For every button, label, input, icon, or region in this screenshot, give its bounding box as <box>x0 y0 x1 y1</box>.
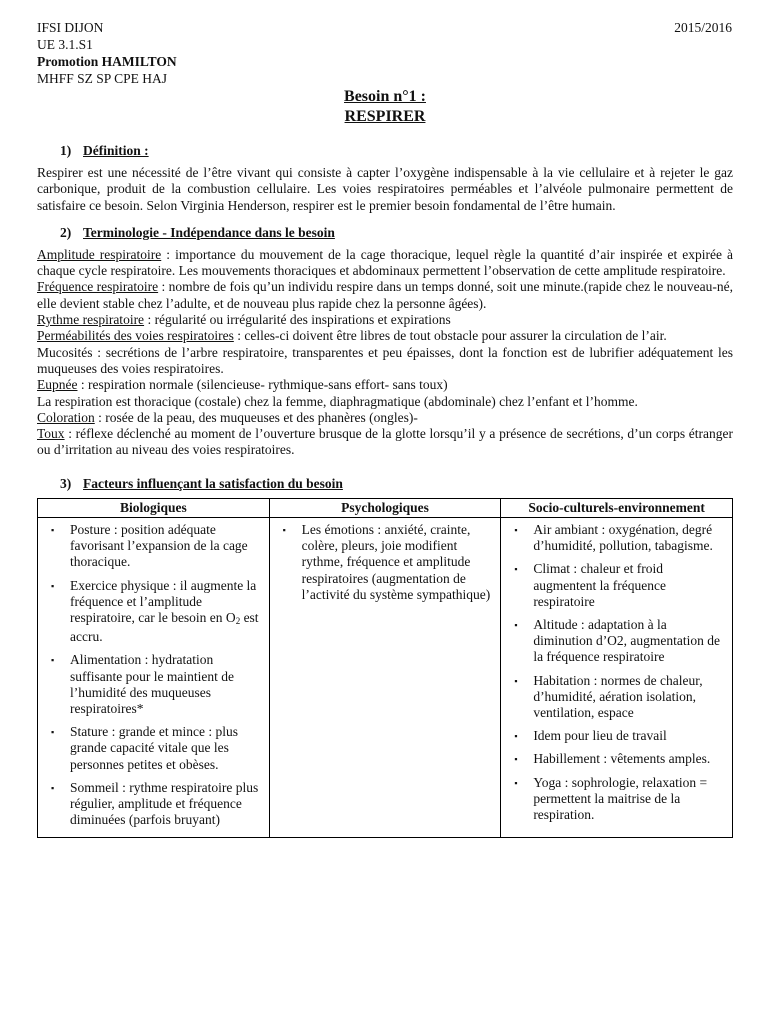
term-text: : régularité ou irrégularité des inspirations et expirations <box>144 312 451 328</box>
term-label: Coloration <box>37 409 95 425</box>
list-item: ▪ Sommeil : rythme respiratoire plus régulier, amplitude et fréquence diminuées (parfois bruyant) <box>51 779 259 828</box>
term-label: Amplitude respiratoire <box>37 246 162 262</box>
term-paragraph <box>37 410 733 426</box>
term-paragraph <box>37 345 733 378</box>
socio-list <box>507 522 726 823</box>
bullet-icon: ▪ <box>514 675 518 686</box>
biologiques-list <box>44 522 263 828</box>
biologiques-cell <box>38 517 270 837</box>
section-number: 3) <box>60 475 72 491</box>
bullet-icon: ▪ <box>51 727 55 738</box>
list-item: ▪ Exercice physique : il augmente la fréquence et l’amplitude respiratoire, car le besoin en $O_2$ est accru. <box>51 577 259 645</box>
term-paragraph <box>37 426 733 459</box>
list-item: ▪ Habillement : vêtements amples. <box>514 751 711 767</box>
bullet-icon: ▪ <box>282 524 286 535</box>
list-item: ▪ Yoga : sophrologie, relaxation = permettent la maitrise de la respiration. <box>514 774 708 822</box>
bullet-icon: ▪ <box>514 777 518 788</box>
term-label: Eupnée <box>37 377 78 393</box>
section-title: Définition : <box>83 143 149 158</box>
section-title: Terminologie - Indépendance dans le besoin <box>83 224 335 240</box>
section-number: 1) <box>60 143 72 158</box>
bullet-icon: ▪ <box>514 619 518 630</box>
term-text: : nombre de fois qu’un individu respire dans un temps donné, soit une minute.(rapide chez le nouveau-né, elle devient stable chez l’adulte, et de nouveau plus rapide chez la personne âgées). <box>37 279 733 311</box>
column-header-biologiques: Biologiques <box>38 498 270 517</box>
list-item: ▪ Stature : grande et mince : plus grande capacité vitale que les personnes petites et obèses. <box>51 724 238 772</box>
term-text: : rosée de la peau, des muqueuses et des phanères (ongles)- <box>94 409 418 425</box>
bullet-icon: ▪ <box>514 754 518 765</box>
terminology-list <box>37 247 733 459</box>
section-number: 2) <box>60 224 72 240</box>
document-header <box>37 19 733 87</box>
module-code: UE 3.1.S1 <box>37 37 93 52</box>
list-item: ▪ Air ambiant : oxygénation, degré d’humidité, pollution, tabagisme. <box>514 521 713 554</box>
term-label: Fréquence respiratoire <box>37 279 159 295</box>
term-text: La respiration est thoracique (costale) chez la femme, diaphragmatique (abdominale) chez l’enfant et l’homme. <box>37 393 638 409</box>
psychologiques-list <box>276 522 495 603</box>
term-label: Rythme respiratoire <box>37 312 145 328</box>
list-item: ▪ Habitation : normes de chaleur, d’humidité, aération isolation, ventilation, espace <box>514 672 703 720</box>
section-1-heading <box>60 142 733 159</box>
column-header-socio: Socio-culturels-environnement <box>501 498 733 517</box>
term-label: Perméabilités des voies respiratoires <box>37 328 234 344</box>
table-header-row <box>38 498 733 517</box>
school-name: IFSI DIJON <box>37 20 104 35</box>
term-paragraph <box>37 312 733 328</box>
term-paragraph <box>37 328 733 344</box>
bullet-icon: ▪ <box>51 782 55 793</box>
term-paragraph <box>37 377 733 393</box>
promotion-name: Promotion HAMILTON <box>37 54 177 69</box>
title-line-2: RESPIRER <box>344 108 426 125</box>
term-label: Toux <box>37 426 65 442</box>
bullet-icon: ▪ <box>514 524 518 535</box>
definition-paragraph: Respirer est une nécessité de l’être vivant qui consiste à capter l’oxygène indispensable à la vie cellulaire et à rejeter le gaz carbonique, produit de la combustion cellulaire. Les voies respiratoires perméables et l’alvéole pulmonaire permettent de satisfaire ce besoin. Selon Virginia Henderson, respirer est le premier besoin fondamental de l’être humain. <box>37 165 733 213</box>
bullet-icon: ▪ <box>514 564 518 575</box>
term-paragraph <box>37 279 733 312</box>
bullet-icon: ▪ <box>51 655 55 666</box>
factors-table <box>37 498 733 839</box>
title-line-1: Besoin n°1 : <box>344 88 426 105</box>
term-text: Mucosités : secrétions de l’arbre respiratoire, transparentes et peu épaisses, dont la fonction est de lubrifier adéquatement les muqueuses des voies respiratoires. <box>37 344 733 376</box>
o2-subscript: 2 <box>235 615 241 626</box>
term-paragraph <box>37 247 733 280</box>
term-text: : importance du mouvement de la cage thoracique, lequel règle la quantité d’air inspirée et expirée à chaque cycle respiratoire. Les mouvements thoraciques et abdominaux permettent l’observation de cette amplitude respiratoire. <box>37 246 733 279</box>
page-title <box>37 87 733 127</box>
term-text: : réflexe déclenché au moment de l’ouverture brusque de la glotte lorsqu’il y a présence de secrétions, d’un corps étranger ou d’irritation au niveau des voies respiratoires. <box>37 426 733 458</box>
section-title: Facteurs influençant la satisfaction du besoin <box>83 475 343 491</box>
bullet-icon: ▪ <box>51 524 55 535</box>
psychologiques-cell <box>269 517 501 837</box>
term-text: : celles-ci doivent être libres de tout obstacle pour assurer la circulation de l’air. <box>233 328 667 344</box>
list-item: ▪ Altitude : adaptation à la diminution d’O2, augmentation de la fréquence respiratoire <box>514 616 721 665</box>
school-year: 2015/2016 <box>674 20 732 35</box>
list-item: ▪ Climat : chaleur et froid augmentent la fréquence respiratoire <box>514 561 666 609</box>
term-paragraph <box>37 394 733 410</box>
list-item: ▪ Idem pour lieu de travail <box>514 728 667 744</box>
list-item: ▪ Les émotions : anxiété, crainte, colère, pleurs, joie modifient rythme, fréquence et amplitude respiratoires (augmentation de l’activité du système sympathique) <box>282 521 491 602</box>
list-item: ▪ Posture : position adéquate favorisant l’expansion de la cage thoracique. <box>51 521 248 570</box>
term-text: : respiration normale (silencieuse- rythmique-sans effort- sans toux) <box>77 377 448 393</box>
bullet-icon: ▪ <box>51 580 55 591</box>
column-header-psychologiques: Psychologiques <box>269 498 501 517</box>
bullet-icon: ▪ <box>514 731 518 742</box>
table-row <box>38 517 733 837</box>
authors: MHFF SZ SP CPE HAJ <box>37 71 168 86</box>
section-3-heading <box>60 475 733 492</box>
list-item: ▪ Alimentation : hydratation suffisante pour le maintient de l’humidité des muqueuses respiratoires* <box>51 652 234 716</box>
section-2-heading <box>60 224 733 241</box>
socio-cell <box>501 517 733 837</box>
